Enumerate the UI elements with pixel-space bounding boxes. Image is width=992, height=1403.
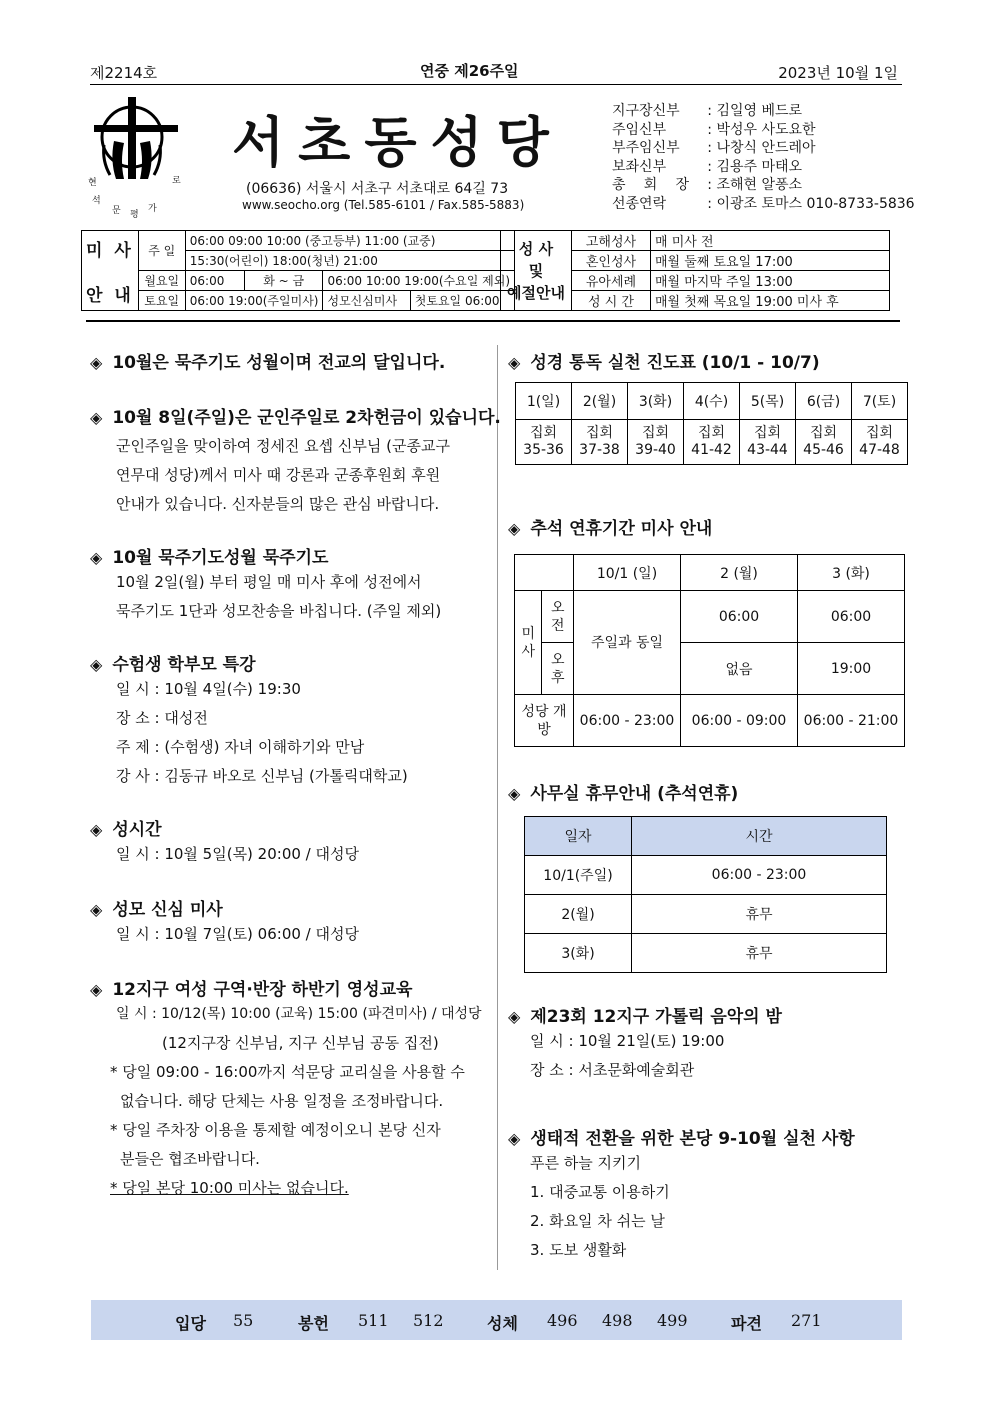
parish-contact: www.seocho.org (Tel.585-6101 / Fax.585-5883) — [242, 198, 525, 212]
sunday-times-1: 06:00 09:00 10:00 (중고등부) 11:00 (교중) — [185, 231, 514, 251]
monday-label: 월요일 — [138, 271, 185, 291]
staff-row: 부주임신부 : 나창식 안드레아 — [612, 140, 816, 157]
staff-row: 보좌신부 : 김용주 마태오 — [612, 158, 803, 175]
staff-row: 주임신부 : 박성우 사도요한 — [612, 121, 816, 138]
left-column: ◈ 10월은 묵주기도 성월이며 전교의 달입니다. ◈ 10월 8일(주일)은 군인주일로 2차헌금이 있습니다. 군인주일을 맞이하여 정세진 요셉 신부님 (군종교구 연무대 성당)께서 미사 때 강론과 군종후원회 후원 안내가 있습니다. 신자분들의 많은 관심 바랍니다. ◈ 10월 묵주기도성월 묵주기도 10월 2일(월) 부터 평일 매 미사 후에 성전에서 묵주기도 1단과 성모찬송을 바칩니다. (주일 제외) ◈ 수험생 학부모 특강 일 시 : 10월 4일(수) 19:30 장 소 : 대성전 주 제 : (수험생) 자녀 이해하기와 만남 강 사 : 김동규 바오로 신부님 (가톨릭대학교) ◈ 성시간 일 시 : 10월 5일(목) 20:00 / 대성당 ◈ 성모 신심 미사 일 시 : 10월 7일(토) 06:00 / 대성당 ◈ 12지구 여성 구역·반장 하반기 영성교육 일 시 : 10/12(목) 10:00 (교육) 15:00 (파견미사) / 대성당 (12지구장 신부님, 지구 신부님 공동 집전) * 당일 09:00 - 16:00까지 석문당 교리실을 사용할 수 없습니다. 해당 단체는 사용 일정을 조정바랍니다. * 당일 주차장 이용을 통제할 예정이오니 본당 신자 분들은 협조바랍니다. * 당일 본당 10:00 미사는 없습니다. — [90, 348, 490, 1203]
parish-name: 서초동성당 — [232, 111, 563, 174]
staff-row: 총 회 장 : 조해현 알퐁소 — [612, 177, 803, 194]
notice-title: ◈ 추석 연휴기간 미사 안내 — [508, 519, 713, 539]
saturday-times: 06:00 19:00(주일미사) — [185, 291, 323, 311]
music-night-notice: ◈ 제23회 12지구 가톨릭 음악의 밤 일 시 : 10월 21일(토) 19:00 장 소 : 서초문화예술회관 — [508, 1002, 782, 1085]
cross-logo-icon — [88, 95, 188, 215]
office-closure-table: 일자 시간 10/1(주일) 06:00 - 23:00 2(월) 휴무 3(화) 휴무 — [524, 816, 887, 973]
diamond-icon: ◈ — [90, 408, 103, 427]
sunday-label: 주 일 — [138, 231, 185, 271]
notice-title: ◈ 성모 신심 미사 — [90, 900, 223, 920]
marian-mass: 성모신심미사 — [323, 291, 410, 311]
diamond-icon: ◈ — [508, 784, 521, 803]
diamond-icon: ◈ — [90, 548, 103, 567]
notice-title: ◈ 사무실 휴무안내 (추석연휴) — [508, 784, 739, 804]
sacraments-head: 성 사 및 예절안내 — [501, 231, 572, 311]
notice-title: ◈ 성시간 — [90, 820, 162, 840]
logo-char: 가 — [148, 204, 157, 214]
saturday-label: 토요일 — [138, 291, 185, 311]
logo-char: 로 — [172, 176, 181, 186]
diamond-icon: ◈ — [90, 900, 103, 919]
notice-title: ◈ 수험생 학부모 특강 — [90, 655, 256, 675]
notice-title: ◈ 제23회 12지구 가톨릭 음악의 밤 — [508, 1007, 782, 1027]
diamond-icon: ◈ — [90, 980, 103, 999]
notice-title: ◈ 성경 통독 실천 진도표 (10/1 - 10/7) — [508, 353, 820, 373]
staff-row: 지구장신부 : 김일영 베드로 — [612, 103, 803, 119]
logo-char: 현 — [88, 178, 97, 188]
logo-char: 석 — [92, 196, 101, 206]
holiday-mass-table: 10/1 (일) 2 (월) 3 (화) 미 사 오 전 주일과 동일 06:00 06:00 오 후 없음 19:00 성당 개방 06:00 - 23:00 06:00 - 09:00 06:00 - 21:00 — [514, 554, 905, 747]
monday-time: 06:00 — [185, 271, 244, 291]
liturgical-season: 연중 제26주일 — [420, 62, 519, 80]
reading-progress-table: 1(일) 2(월) 3(화) 4(수) 5(목) 6(금) 7(토) 집회 35-36 집회 37-38 집회 39-40 집회 41-42 집회 43-44 집회 45-46 집회 47-48 — [515, 382, 908, 465]
sunday-times-2: 15:30(어린이) 18:00(청년) 21:00 — [185, 251, 514, 271]
section-divider — [86, 320, 900, 322]
column-divider — [497, 345, 498, 1270]
sacraments-table: 성 사 및 예절안내 고해성사 매 미사 전 혼인성사 매월 둘째 토요일 17:00 유아세례 매월 마지막 주일 13:00 성 시 간 매월 첫째 목요일 19:00 미사 후 — [500, 230, 890, 311]
diamond-icon: ◈ — [90, 353, 103, 372]
staff-list — [612, 102, 915, 214]
eco-notice: ◈ 생태적 전환을 위한 본당 9-10월 실천 사항 푸른 하늘 지키기 1. 대중교통 이용하기 2. 화요일 차 쉬는 날 3. 도보 생활화 — [508, 1124, 855, 1265]
notice-title: ◈ 생태적 전환을 위한 본당 9-10월 실천 사항 — [508, 1129, 855, 1149]
diamond-icon: ◈ — [508, 1007, 521, 1026]
header-bar — [90, 60, 902, 85]
issue-date: 2023년 10월 1일 — [778, 64, 898, 82]
mass-schedule-table — [81, 230, 515, 311]
notice-title: ◈ 12지구 여성 구역·반장 하반기 영성교육 — [90, 980, 413, 1000]
logo-char: 문 — [112, 206, 121, 216]
parish-logo — [88, 95, 188, 220]
weekday-times: 06:00 10:00 19:00(수요일 제외) — [323, 271, 515, 291]
logo-char: 평 — [130, 210, 139, 220]
parish-address: (06636) 서울시 서초구 서초대로 64길 73 — [246, 181, 509, 197]
first-saturday: 첫토요일 06:00 — [410, 291, 514, 311]
staff-row: 선종연락 : 이광조 토마스 010-8733-5836 — [612, 195, 915, 212]
weekday-label: 화 ~ 금 — [244, 271, 323, 291]
diamond-icon: ◈ — [508, 353, 521, 372]
notice-title: ◈ 10월 8일(주일)은 군인주일로 2차헌금이 있습니다. — [90, 408, 501, 428]
issue-number: 제2214호 — [90, 64, 158, 82]
diamond-icon: ◈ — [508, 1129, 521, 1148]
diamond-icon: ◈ — [508, 519, 521, 538]
hymn-numbers-bar: 입당 55 봉헌 511 512 성체 496 498 499 파견 271 — [91, 1300, 902, 1340]
diamond-icon: ◈ — [90, 655, 103, 674]
notice-title: ◈ 10월 묵주기도성월 묵주기도 — [90, 548, 329, 568]
diamond-icon: ◈ — [90, 820, 103, 839]
notice-title: ◈ 10월은 묵주기도 성월이며 전교의 달입니다. — [90, 353, 446, 373]
mass-table-head: 미 사 안 내 — [82, 231, 139, 311]
